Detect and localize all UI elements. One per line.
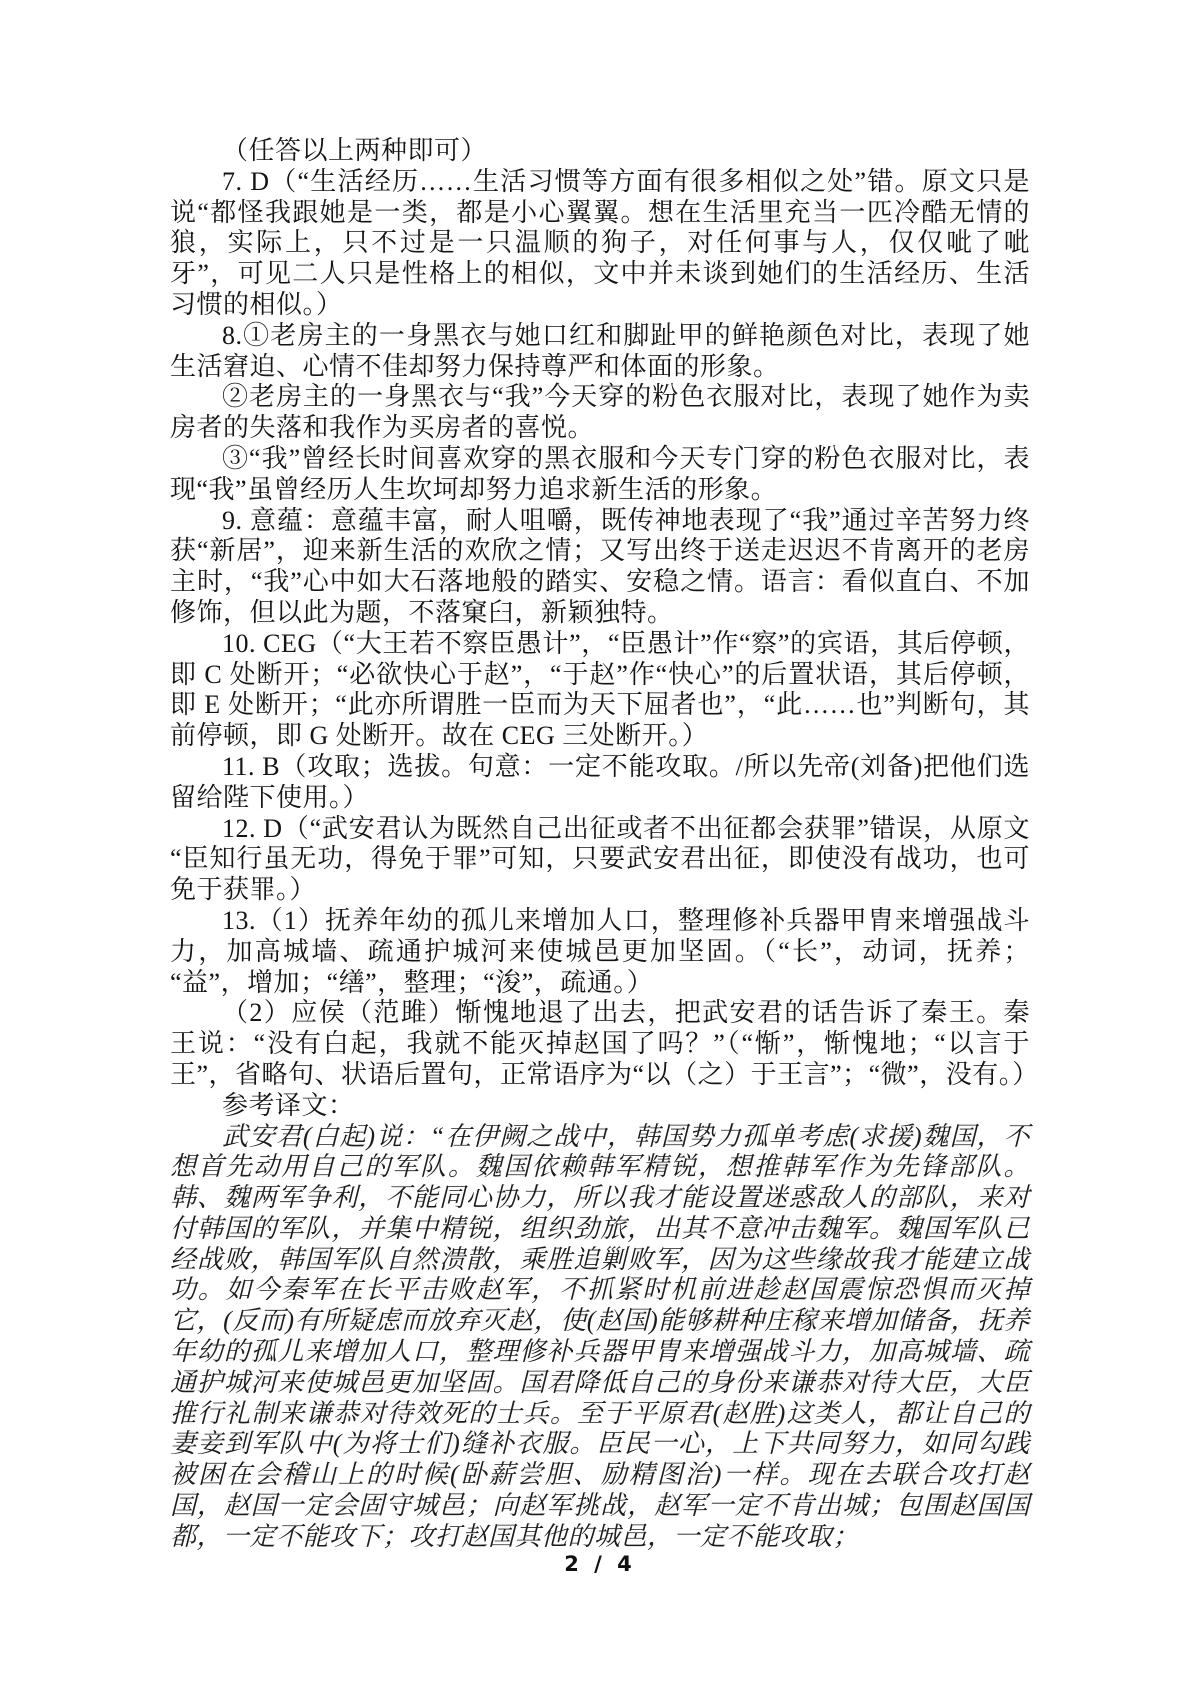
reference-translation-text: 武安君(白起)说：“在伊阙之战中，韩国势力孤单考虑(求援)魏国，不想首先动用自己的军队。魏国依赖韩军精锐，想推韩军作为先锋部队。韩、魏两军争利，不能同心协力，所以我才能设置迷惑敌人的部队，来对付韩国的军队，并集中精锐，组织劲旅，出其不意冲击魏军。魏国军队已经战败，韩国军队自然溃散，乘胜追剿败军，因为这些缘故我才能建立战功。如今秦军在长平击败赵军，不抓紧时机前进趁赵国震惊恐惧而灭掉它，(反而)有所疑虑而放弃灭赵，使(赵国)能够耕种庄稼来增加储备，抚养年幼的孤儿来增加人口，整理修补兵器甲胄来增强战斗力，加高城墙、疏通护城河来使城邑更加坚固。国君降低自己的身份来谦恭对待大臣，大臣推行礼制来谦恭对待效死的士兵。至于平原君(赵胜)这类人，都让自己的妻妾到军队中(为将士们)缝补衣服。臣民一心，上下共同努力，如同勾践被困在会稽山上的时候(卧薪尝胆、励精图治)一样。现在去联合攻打赵国，赵国一定会固守城邑；向赵军挑战，赵军一定不肯出城；包围赵国国都，一定不能攻下；攻打赵国其他的城邑，一定不能攻取； [170, 1121, 1030, 1551]
note-any-two: （任答以上两种即可） [222, 136, 488, 165]
answer-key-body [170, 136, 1039, 1553]
answer-8-point-2: ②老房主的一身黑衣与“我”今天穿的粉色衣服对比，表现了她作为卖房者的失落和我作为买房者的喜悦。 [170, 382, 1030, 443]
answer-10: 10. CEG（“大王若不察臣愚计”，“臣愚计”作“察”的宾语，其后停顿，即 C 处断开；“必欲快心于赵”，“于赵”作“快心”的后置状语，其后停顿，即 E 处断开；“此亦所谓胜一臣而为天下屈者也”，“此……也”判断句，其前停顿，即 G 处断开。故在 CEG 三处断开。） [170, 628, 1030, 751]
answer-8-point-3: ③“我”曾经长时间喜欢穿的黑衣服和今天专门穿的粉色衣服对比，表现“我”虽曾经历人生坎坷却努力追求新生活的形象。 [170, 443, 1030, 504]
answer-7: 7. D（“生活经历……生活习惯等方面有很多相似之处”错。原文只是说“都怪我跟她是一类，都是小心翼翼。想在生活里充当一匹冷酷无情的狼，实际上，只不过是一只温顺的狗子，对任何事与人，仅仅呲了呲牙”，可见二人只是性格上的相似，文中并未谈到她们的生活经历、生活习惯的相似。） [170, 166, 1030, 319]
answer-12: 12. D（“武安君认为既然自己出征或者不出征都会获罪”错误，从原文“臣知行虽无功，得免于罪”可知，只要武安君出征，即使没有战功，也可免于获罪。） [170, 813, 1030, 905]
answer-9: 9. 意蕴：意蕴丰富，耐人咀嚼，既传神地表现了“我”通过辛苦努力终获“新居”，迎来新生活的欢欣之情；又写出终于送走迟迟不肯离开的老房主时，“我”心中如大石落地般的踏实、安稳之情。语言：看似直白、不加修饰，但以此为题，不落窠臼，新颖独特。 [170, 505, 1030, 627]
answer-13-part-1: 13.（1）抚养年幼的孤儿来增加人口，整理修补兵器甲胄来增强战斗力，加高城墙、疏通护城河来使城邑更加坚固。（“长”，动词，抚养；“益”，增加；“缮”，整理；“浚”，疏通。） [170, 905, 1030, 997]
page-number: 2 / 4 [564, 1552, 636, 1576]
answer-8-point-1: 8.①老房主的一身黑衣与她口红和脚趾甲的鲜艳颜色对比，表现了她生活窘迫、心情不佳却努力保持尊严和体面的形象。 [170, 320, 1030, 381]
answer-11: 11. B（攻取；选拔。句意：一定不能攻取。/所以先帝(刘备)把他们选留给陛下使用。） [170, 751, 1030, 812]
answer-13-part-2: （2）应侯（范雎）惭愧地退了出去，把武安君的话告诉了秦王。秦王说：“没有白起，我就不能灭掉赵国了吗？”（“惭”，惭愧地；“以言于王”，省略句、状语后置句，正常语序为“以（之）于王言”；“微”，没有。） [170, 998, 1039, 1089]
reference-translation-heading: 参考译文： [222, 1090, 355, 1120]
